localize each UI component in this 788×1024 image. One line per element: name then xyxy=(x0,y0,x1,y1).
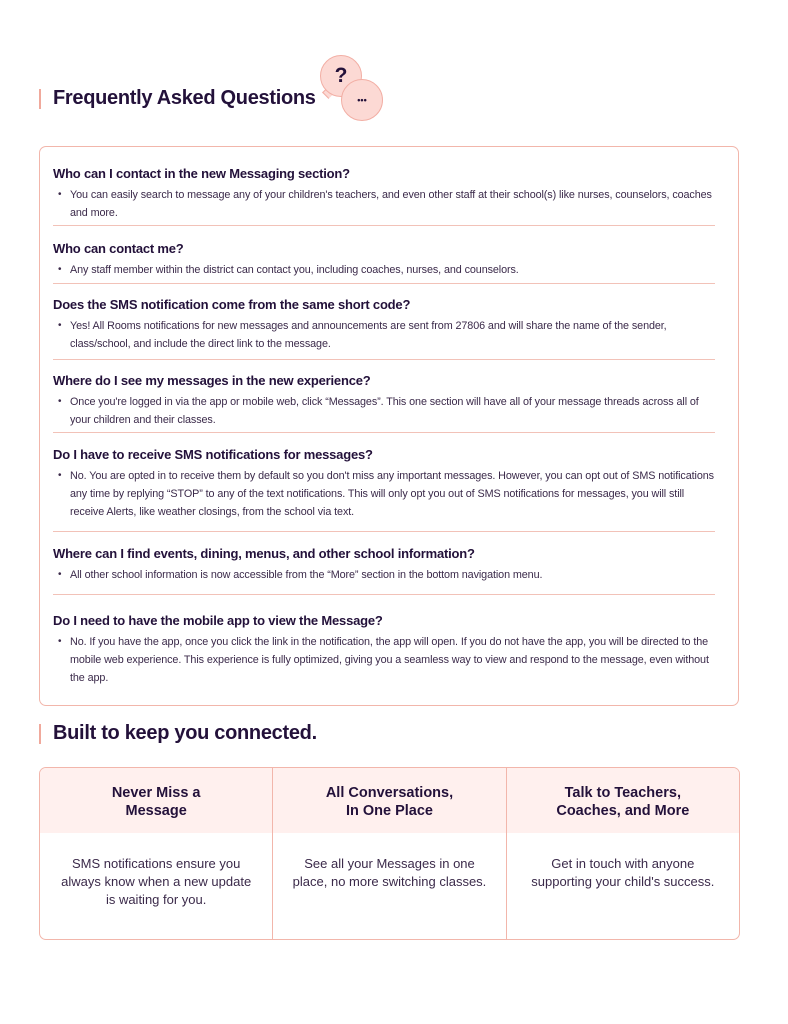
faq-question: Where do I see my messages in the new experience? xyxy=(53,373,371,388)
faq-answer: • Yes! All Rooms notifications for new messages and announcements are sent from 27806 and will share the name of the sender, class/school, and include the direct link to the message. xyxy=(53,317,715,353)
feature-description: See all your Messages in one place, no more switching classes. xyxy=(292,856,487,889)
faq-list xyxy=(39,146,739,706)
faq-item xyxy=(53,447,715,521)
faq-question: Do I need to have the mobile app to view the Message? xyxy=(53,613,383,628)
question-bubble-icon: ? xyxy=(320,55,362,97)
feature-description: Get in touch with anyone supporting your child's success. xyxy=(531,856,715,889)
faq-divider xyxy=(53,531,715,532)
faq-divider xyxy=(53,283,715,284)
feature-heading: Talk to Teachers, Coaches, and More xyxy=(507,768,739,833)
faq-question: Where can I find events, dining, menus, and other school information? xyxy=(53,546,475,561)
faq-divider xyxy=(53,225,715,226)
ellipsis-bubble-icon: ••• xyxy=(341,79,383,121)
feature-column xyxy=(507,768,739,939)
feature-heading: All Conversations, In One Place xyxy=(273,768,505,833)
faq-answer: • No. You are opted in to receive them by default so you don't miss any important messages. However, you can opt out of SMS notifications any time by replying “STOP” to any of the text notifications. This will only opt you out of SMS notifications for messages, you will still receive Alerts, like weather closings, from the school via text. xyxy=(53,467,715,521)
faq-answer: • Any staff member within the district can contact you, including coaches, nurses, and counselors. xyxy=(53,261,715,279)
faq-answer: • All other school information is now accessible from the “More” section in the bottom navigation menu. xyxy=(53,566,715,584)
faq-question: Who can contact me? xyxy=(53,241,184,256)
features-table xyxy=(39,767,740,940)
faq-item xyxy=(53,613,715,687)
faq-answer: • You can easily search to message any of your children's teachers, and even other staff at their school(s) like nurses, counselors, coaches and more. xyxy=(53,186,715,222)
faq-item xyxy=(53,241,715,279)
faq-question: Do I have to receive SMS notifications for messages? xyxy=(53,447,373,462)
faq-item xyxy=(53,166,715,222)
connected-title: Built to keep you connected. xyxy=(53,722,317,744)
faq-title: Frequently Asked Questions xyxy=(53,87,316,109)
faq-heading-accent-bar xyxy=(39,89,41,109)
faq-divider xyxy=(53,432,715,433)
faq-item xyxy=(53,373,715,429)
faq-item xyxy=(53,297,715,353)
faq-item xyxy=(53,546,715,584)
feature-description: SMS notifications ensure you always know when a new update is waiting for you. xyxy=(61,856,252,907)
faq-divider xyxy=(53,594,715,595)
feature-column xyxy=(40,768,273,939)
faq-question: Does the SMS notification come from the same short code? xyxy=(53,297,411,312)
feature-column xyxy=(273,768,506,939)
faq-divider xyxy=(53,359,715,360)
faq-answer: • Once you're logged in via the app or mobile web, click “Messages”. This one section will have all of your message threads across all of your children and their classes. xyxy=(53,393,715,429)
faq-question: Who can I contact in the new Messaging section? xyxy=(53,166,350,181)
connected-heading-accent-bar xyxy=(39,724,41,744)
faq-answer: • No. If you have the app, once you click the link in the notification, the app will open. If you do not have the app, you will be directed to the mobile web experience. This experience is fully optimized, giving you a seamless way to view and respond to the message, even without the app. xyxy=(53,633,715,687)
feature-heading: Never Miss a Message xyxy=(40,768,272,833)
